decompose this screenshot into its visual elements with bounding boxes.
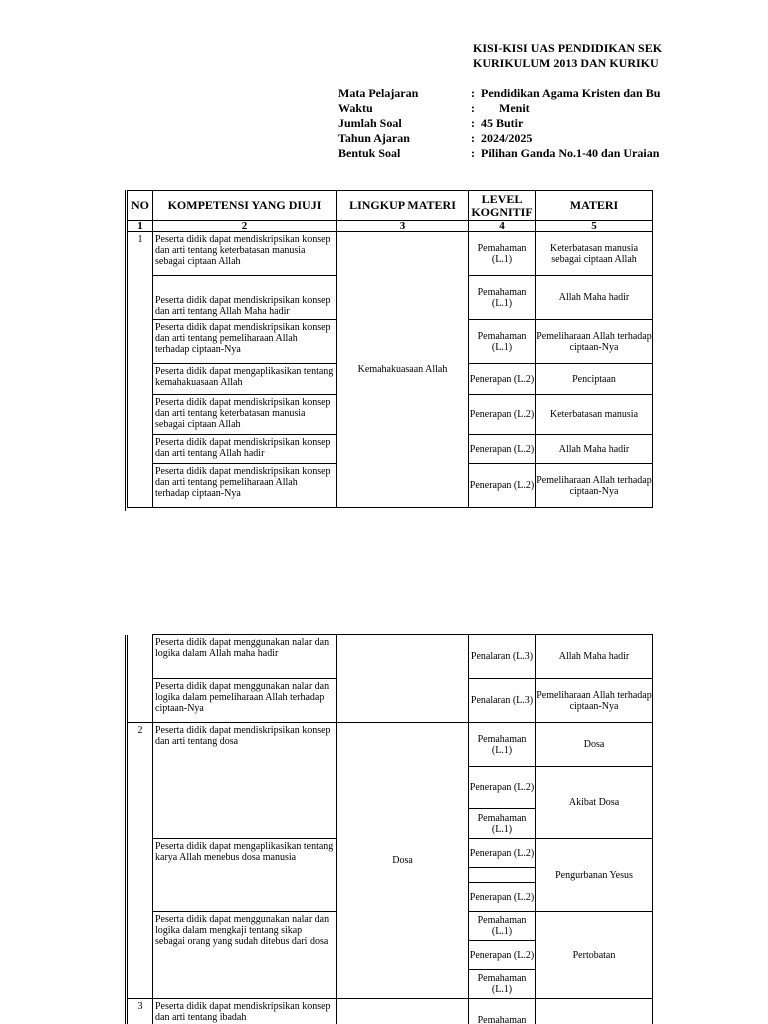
header-materi: MATERI: [536, 191, 653, 221]
header-lingkup: LINGKUP MATERI: [337, 191, 469, 221]
materi-cell: Keterbatasan manusia: [536, 395, 653, 435]
materi-cell: Penciptaan: [536, 364, 653, 395]
meta-colon: :: [471, 101, 475, 115]
kompetensi-cell: Peserta didik dapat menggunakan nalar dan logika dalam mengkaji tentang sikap sebagai orang yang sudah ditebus dari dosa: [153, 912, 337, 999]
doc-title-line1: KISI-KISI UAS PENDIDIKAN SEK: [473, 41, 663, 55]
meta-colon: :: [471, 146, 475, 160]
meta-row-waktu: [338, 101, 530, 116]
table-row: [128, 635, 653, 679]
row-number: [128, 635, 153, 723]
lingkup-cell: [337, 999, 469, 1024]
header-kompetensi: KOMPETENSI YANG DIUJI: [153, 191, 337, 221]
table-header-row: [128, 191, 653, 221]
index-materi: 5: [536, 221, 653, 232]
level-cell: Penerapan (L.2): [469, 435, 536, 464]
level-cell: Penalaran (L.3): [469, 679, 536, 723]
materi-cell: Pengurbanan Yesus: [536, 839, 653, 912]
level-cell: Penerapan (L.2): [469, 464, 536, 508]
kompetensi-cell: Peserta didik dapat mendiskripsikan konsep dan arti tentang dosa: [153, 723, 337, 839]
index-lingkup: 3: [337, 221, 469, 232]
header-no: NO: [128, 191, 153, 221]
lingkup-cell: [337, 635, 469, 723]
kompetensi-cell: Peserta didik dapat mendiskripsikan konsep dan arti tentang keterbatasan manusia sebagai ciptaan Allah: [153, 395, 337, 435]
meta-value: 2024/2025: [481, 131, 533, 145]
lingkup-cell: Dosa: [337, 723, 469, 999]
meta-label: Tahun Ajaran: [338, 131, 410, 145]
materi-cell: Dosa: [536, 723, 653, 767]
meta-value: Pilihan Ganda No.1-40 dan Uraian: [481, 146, 660, 160]
level-cell: Penerapan (L.2): [469, 364, 536, 395]
kisi-table-page2: [127, 634, 653, 1024]
table-index-row: [128, 221, 653, 232]
index-level: 4: [469, 221, 536, 232]
materi-cell: [536, 999, 653, 1024]
level-cell: Penerapan (L.2): [469, 767, 536, 809]
meta-label: Jumlah Soal: [338, 116, 402, 130]
level-cell: Pemahaman: [469, 999, 536, 1024]
kompetensi-cell: Peserta didik dapat mendiskripsikan konsep dan arti tentang pemeliharaan Allah terhadap ciptaan-Nya: [153, 320, 337, 364]
materi-cell: Allah Maha hadir: [536, 276, 653, 320]
meta-colon: :: [471, 116, 475, 130]
kompetensi-cell: Peserta didik dapat mendiskripsikan konsep dan arti tentang ibadah: [153, 999, 337, 1024]
meta-label: Bentuk Soal: [338, 146, 401, 160]
materi-cell: Allah Maha hadir: [536, 635, 653, 679]
meta-row-jumlah-soal: [338, 116, 523, 131]
materi-cell: Pemeliharaan Allah terhadap ciptaan-Nya: [536, 679, 653, 723]
kompetensi-cell: Peserta didik dapat mendiskripsikan konsep dan arti tentang keterbatasan manusia sebagai ciptaan Allah: [153, 232, 337, 276]
index-kompetensi: 2: [153, 221, 337, 232]
table-page1-clip: [0, 190, 656, 511]
table-row: [128, 999, 653, 1024]
row-number: 2: [128, 723, 153, 999]
meta-label: Mata Pelajaran: [338, 86, 419, 100]
table-row: [128, 232, 653, 276]
materi-cell: Keterbatasan manusia sebagai ciptaan Allah: [536, 232, 653, 276]
level-cell: Penerapan (L.2): [469, 395, 536, 435]
kompetensi-cell: Peserta didik dapat menggunakan nalar dan logika dalam pemeliharaan Allah terhadap ciptaan-Nya: [153, 679, 337, 723]
index-no: 1: [128, 221, 153, 232]
kompetensi-cell: Peserta didik dapat menggunakan nalar dan logika dalam Allah maha hadir: [153, 635, 337, 679]
meta-row-bentuk-soal: [338, 146, 659, 161]
row-number: 3: [128, 999, 153, 1024]
meta-row-tahun-ajaran: [338, 131, 532, 146]
meta-colon: :: [471, 86, 475, 100]
row-number: 1: [128, 232, 153, 508]
level-cell: Pemahaman (L.1): [469, 809, 536, 839]
level-cell: Penerapan (L.2): [469, 839, 536, 868]
materi-cell: Pertobatan: [536, 912, 653, 999]
kompetensi-cell: Peserta didik dapat mendiskripsikan konsep dan arti tentang pemeliharaan Allah terhadap ciptaan-Nya: [153, 464, 337, 508]
kisi-table-page1: [127, 190, 653, 508]
level-cell: Penalaran (L.3): [469, 635, 536, 679]
kompetensi-cell: Peserta didik dapat mendiskripsikan konsep dan arti tentang Allah Maha hadir: [153, 276, 337, 320]
header-level: LEVEL KOGNITIF: [469, 191, 536, 221]
kompetensi-cell: Peserta didik dapat mengaplikasikan tentang kemahakuasaan Allah: [153, 364, 337, 395]
doc-title-line2: KURIKULUM 2013 DAN KURIKU: [473, 56, 659, 70]
level-cell: Penerapan (L.2): [469, 883, 536, 912]
meta-value: 45 Butir: [481, 116, 524, 130]
materi-cell: Allah Maha hadir: [536, 435, 653, 464]
kompetensi-cell: Peserta didik dapat mendiskripsikan konsep dan arti tentang Allah hadir: [153, 435, 337, 464]
level-cell: Penerapan (L.2): [469, 941, 536, 970]
level-cell: Pemahaman (L.1): [469, 970, 536, 999]
level-cell: Pemahaman (L.1): [469, 276, 536, 320]
kompetensi-cell: Peserta didik dapat mengaplikasikan tentang karya Allah menebus dosa manusia: [153, 839, 337, 912]
meta-row-mapel: [338, 86, 660, 101]
level-cell: Pemahaman (L.1): [469, 232, 536, 276]
level-cell: Pemahaman (L.1): [469, 723, 536, 767]
meta-value: Pendidikan Agama Kristen dan Bu: [481, 86, 661, 100]
table-page2-clip: [0, 634, 656, 1024]
lingkup-cell: Kemahakuasaan Allah: [337, 232, 469, 508]
materi-cell: Pemeliharaan Allah terhadap ciptaan-Nya: [536, 320, 653, 364]
meta-colon: :: [471, 131, 475, 145]
materi-cell: Akibat Dosa: [536, 767, 653, 839]
materi-cell: Pemeliharaan Allah terhadap ciptaan-Nya: [536, 464, 653, 508]
meta-value: Menit: [481, 101, 530, 115]
table-row: [128, 723, 653, 767]
level-cell: Pemahaman (L.1): [469, 320, 536, 364]
level-cell: [469, 868, 536, 883]
meta-label: Waktu: [338, 101, 373, 115]
level-cell: Pemahaman (L.1): [469, 912, 536, 941]
